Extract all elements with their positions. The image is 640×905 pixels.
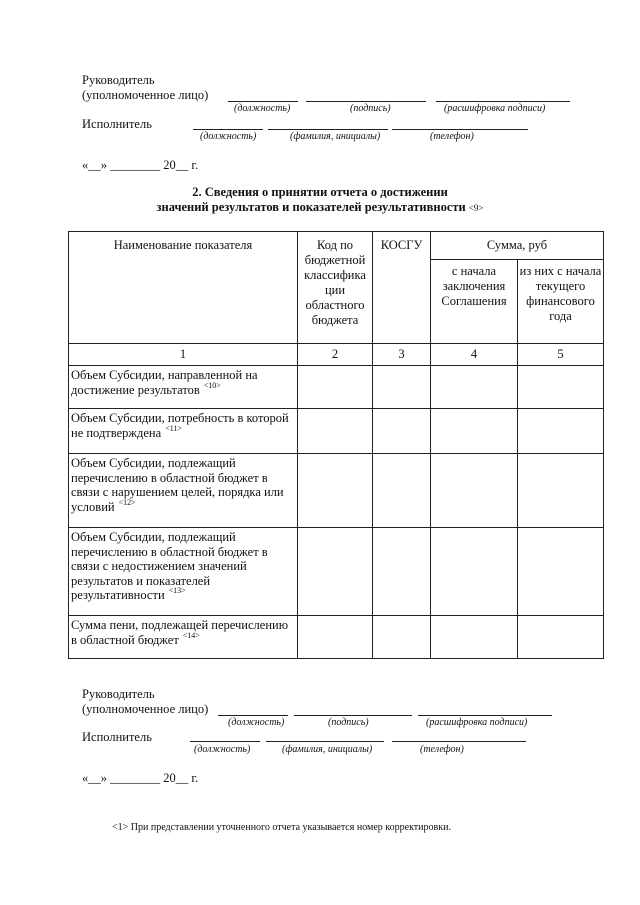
- header-kosgu: КОСГУ: [373, 232, 431, 344]
- cell-code[interactable]: [298, 454, 373, 528]
- decoding-line: [436, 101, 570, 102]
- position-line: [228, 101, 298, 102]
- caption-name: (фамилия, инициалы): [282, 744, 373, 755]
- header-sum: Сумма, руб: [431, 232, 604, 260]
- col-num-3: 3: [373, 344, 431, 366]
- caption-decoding: (расшифровка подписи): [426, 717, 528, 728]
- row-label: Объем Субсидии, подлежащий перечислению в областной бюджет в связи с недостижением значений результатов и показателей результативности <13>: [69, 528, 298, 616]
- col-num-5: 5: [518, 344, 604, 366]
- cell-since[interactable]: [431, 409, 518, 454]
- caption-phone: (телефон): [430, 131, 474, 142]
- executor-phone-line: [392, 129, 528, 130]
- cell-code[interactable]: [298, 616, 373, 659]
- caption-signature: (подпись): [328, 717, 369, 728]
- caption-name: (фамилия, инициалы): [290, 131, 381, 142]
- executor-name-line: [268, 129, 388, 130]
- report-table: [68, 231, 604, 659]
- caption-position: (должность): [234, 103, 291, 114]
- section-title-ref: <9>: [468, 203, 484, 213]
- table-row: [69, 409, 604, 454]
- head-label: Руководитель: [82, 687, 155, 701]
- position-line: [218, 715, 288, 716]
- cell-current[interactable]: [518, 409, 604, 454]
- row-label: Сумма пени, подлежащей перечислению в областной бюджет <14>: [69, 616, 298, 659]
- caption-signature: (подпись): [350, 103, 391, 114]
- section-title-line1: 2. Сведения о принятии отчета о достижении: [192, 185, 448, 199]
- cell-since[interactable]: [431, 366, 518, 409]
- executor-label: Исполнитель: [82, 117, 152, 131]
- signature-line: [294, 715, 412, 716]
- caption-decoding: (расшифровка подписи): [444, 103, 546, 114]
- caption-position2: (должность): [200, 131, 257, 142]
- table-row: [69, 616, 604, 659]
- footnote-ref: <1>: [112, 822, 129, 833]
- table-row: [69, 454, 604, 528]
- cell-current[interactable]: [518, 366, 604, 409]
- head-sublabel: (уполномоченное лицо): [82, 702, 209, 716]
- row-label: Объем Субсидии, подлежащий перечислению в областной бюджет в связи с нарушением целей, порядка или условий <12>: [69, 454, 298, 528]
- row-label: Объем Субсидии, направленной на достижение результатов <10>: [69, 366, 298, 409]
- header-name: Наименование показателя: [69, 232, 298, 344]
- signature-line: [306, 101, 426, 102]
- header-since-agreement: с начала заключения Соглашения: [431, 260, 518, 344]
- cell-kosgu[interactable]: [373, 616, 431, 659]
- head-sublabel: (уполномоченное лицо): [82, 88, 209, 102]
- cell-current[interactable]: [518, 528, 604, 616]
- table-row: [69, 528, 604, 616]
- row-label: Объем Субсидии, потребность в которой не подтверждена <11>: [69, 409, 298, 454]
- cell-code[interactable]: [298, 409, 373, 454]
- cell-since[interactable]: [431, 528, 518, 616]
- col-num-4: 4: [431, 344, 518, 366]
- executor-position-line: [190, 741, 260, 742]
- decoding-line: [418, 715, 552, 716]
- cell-current[interactable]: [518, 454, 604, 528]
- cell-code[interactable]: [298, 366, 373, 409]
- cell-kosgu[interactable]: [373, 454, 431, 528]
- header-current-year: из них с начала текущего финансового года: [518, 260, 604, 344]
- cell-since[interactable]: [431, 454, 518, 528]
- head-label: Руководитель: [82, 73, 155, 87]
- col-num-1: 1: [69, 344, 298, 366]
- executor-label: Исполнитель: [82, 730, 152, 744]
- date-line: «__» ________ 20__ г.: [82, 158, 199, 172]
- header-code: Код по бюджетной классифика ции областного бюджета: [298, 232, 373, 344]
- date-line: «__» ________ 20__ г.: [82, 771, 199, 785]
- footnote-text: При представлении уточненного отчета указывается номер корректировки.: [130, 822, 451, 833]
- column-numbers-row: [69, 344, 604, 366]
- cell-kosgu[interactable]: [373, 409, 431, 454]
- caption-position: (должность): [228, 717, 285, 728]
- executor-position-line: [193, 129, 263, 130]
- table-row: [69, 366, 604, 409]
- cell-current[interactable]: [518, 616, 604, 659]
- cell-kosgu[interactable]: [373, 528, 431, 616]
- footnote: [112, 822, 451, 833]
- caption-position2: (должность): [194, 744, 251, 755]
- cell-since[interactable]: [431, 616, 518, 659]
- col-num-2: 2: [298, 344, 373, 366]
- executor-name-line: [266, 741, 384, 742]
- cell-kosgu[interactable]: [373, 366, 431, 409]
- caption-phone: (телефон): [420, 744, 464, 755]
- executor-phone-line: [392, 741, 526, 742]
- section-title-line2: [0, 200, 640, 216]
- section-title-text: значений результатов и показателей результативности: [156, 200, 466, 214]
- cell-code[interactable]: [298, 528, 373, 616]
